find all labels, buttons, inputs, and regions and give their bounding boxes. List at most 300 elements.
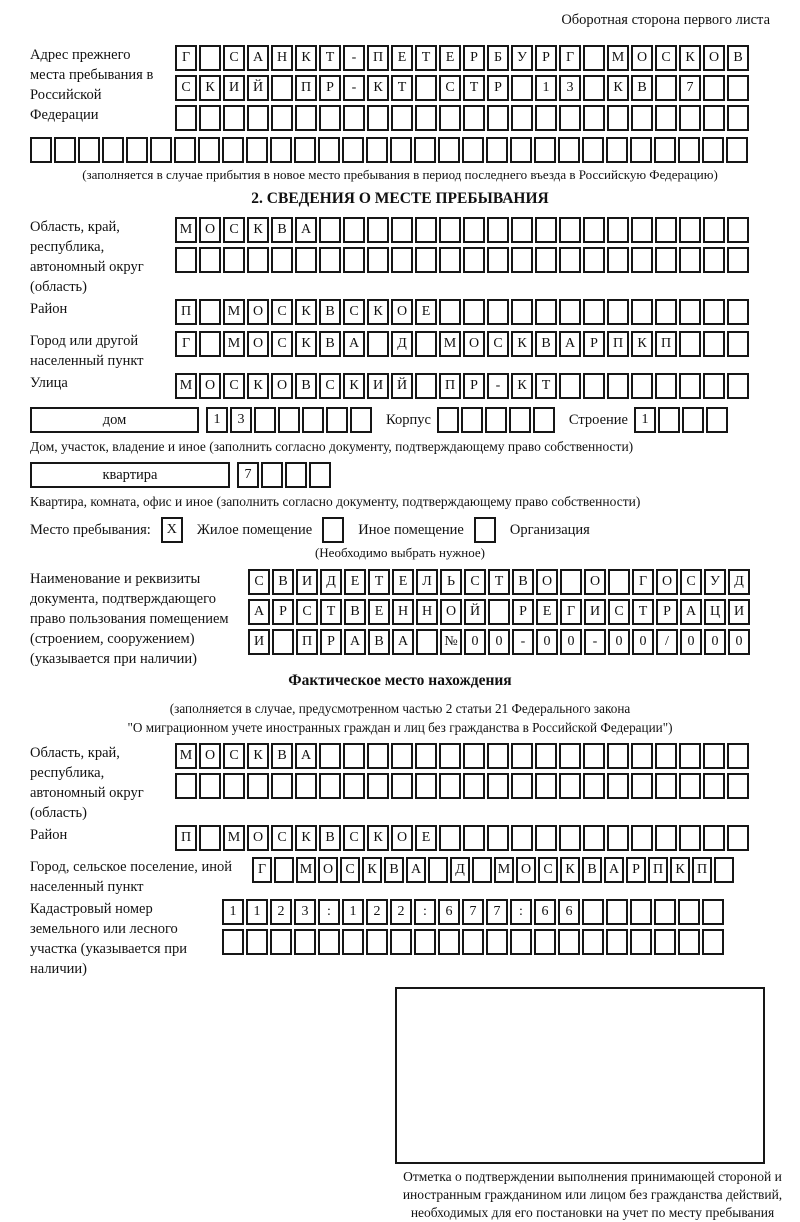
char-cell[interactable] bbox=[102, 137, 124, 163]
char-cell[interactable]: Н bbox=[271, 45, 293, 71]
char-cell[interactable]: С bbox=[343, 825, 365, 851]
char-cell[interactable] bbox=[367, 247, 389, 273]
char-cell[interactable] bbox=[199, 105, 221, 131]
char-cell[interactable] bbox=[678, 929, 700, 955]
char-cell[interactable]: 0 bbox=[488, 629, 510, 655]
char-cell[interactable] bbox=[415, 217, 437, 243]
char-cell[interactable] bbox=[607, 299, 629, 325]
char-cell[interactable] bbox=[278, 407, 300, 433]
char-cell[interactable] bbox=[463, 105, 485, 131]
char-cell[interactable]: К bbox=[343, 373, 365, 399]
char-cell[interactable] bbox=[608, 569, 630, 595]
char-cell[interactable] bbox=[343, 247, 365, 273]
char-cell[interactable]: В bbox=[512, 569, 534, 595]
char-cell[interactable] bbox=[367, 743, 389, 769]
char-cell[interactable] bbox=[54, 137, 76, 163]
char-cell[interactable] bbox=[439, 825, 461, 851]
char-cell[interactable] bbox=[272, 629, 294, 655]
char-cell[interactable] bbox=[222, 137, 244, 163]
char-cell[interactable]: 0 bbox=[704, 629, 726, 655]
char-cell[interactable]: М bbox=[223, 825, 245, 851]
char-cell[interactable] bbox=[415, 331, 437, 357]
char-cell[interactable] bbox=[488, 599, 510, 625]
char-cell[interactable]: С bbox=[271, 331, 293, 357]
char-cell[interactable] bbox=[727, 773, 749, 799]
char-cell[interactable]: Г bbox=[560, 599, 582, 625]
char-cell[interactable]: П bbox=[692, 857, 712, 883]
char-cell[interactable] bbox=[727, 75, 749, 101]
char-cell[interactable]: С bbox=[319, 373, 341, 399]
char-cell[interactable] bbox=[416, 629, 438, 655]
char-cell[interactable]: С bbox=[340, 857, 360, 883]
char-cell[interactable] bbox=[607, 825, 629, 851]
char-cell[interactable] bbox=[271, 773, 293, 799]
char-cell[interactable]: С bbox=[223, 373, 245, 399]
char-cell[interactable] bbox=[367, 217, 389, 243]
char-cell[interactable]: В bbox=[368, 629, 390, 655]
char-cell[interactable] bbox=[271, 105, 293, 131]
char-cell[interactable] bbox=[414, 929, 436, 955]
char-cell[interactable] bbox=[583, 247, 605, 273]
char-cell[interactable]: В bbox=[727, 45, 749, 71]
char-cell[interactable] bbox=[559, 247, 581, 273]
char-cell[interactable] bbox=[486, 929, 508, 955]
char-cell[interactable]: - bbox=[487, 373, 509, 399]
char-cell[interactable]: 2 bbox=[390, 899, 412, 925]
char-cell[interactable] bbox=[727, 743, 749, 769]
char-cell[interactable]: Л bbox=[416, 569, 438, 595]
char-cell[interactable] bbox=[631, 773, 653, 799]
char-cell[interactable] bbox=[679, 217, 701, 243]
char-cell[interactable] bbox=[727, 825, 749, 851]
char-cell[interactable]: Р bbox=[320, 629, 342, 655]
char-cell[interactable] bbox=[703, 217, 725, 243]
char-cell[interactable]: А bbox=[392, 629, 414, 655]
char-cell[interactable]: : bbox=[318, 899, 340, 925]
char-cell[interactable]: : bbox=[510, 899, 532, 925]
char-cell[interactable] bbox=[415, 773, 437, 799]
char-cell[interactable] bbox=[655, 105, 677, 131]
char-cell[interactable]: Т bbox=[368, 569, 390, 595]
char-cell[interactable]: О bbox=[247, 299, 269, 325]
char-cell[interactable] bbox=[607, 373, 629, 399]
char-cell[interactable]: 7 bbox=[486, 899, 508, 925]
char-cell[interactable] bbox=[607, 247, 629, 273]
char-cell[interactable] bbox=[583, 773, 605, 799]
char-cell[interactable]: Е bbox=[415, 299, 437, 325]
char-cell[interactable] bbox=[319, 247, 341, 273]
char-cell[interactable]: Г bbox=[632, 569, 654, 595]
char-cell[interactable] bbox=[199, 45, 221, 71]
char-cell[interactable] bbox=[535, 105, 557, 131]
char-cell[interactable] bbox=[439, 247, 461, 273]
char-cell[interactable] bbox=[726, 137, 748, 163]
char-cell[interactable]: Р bbox=[626, 857, 646, 883]
char-cell[interactable] bbox=[343, 217, 365, 243]
char-cell[interactable] bbox=[318, 929, 340, 955]
char-cell[interactable] bbox=[559, 825, 581, 851]
char-cell[interactable]: А bbox=[680, 599, 702, 625]
char-cell[interactable]: А bbox=[343, 331, 365, 357]
char-cell[interactable] bbox=[415, 75, 437, 101]
char-cell[interactable]: С bbox=[608, 599, 630, 625]
char-cell[interactable]: 0 bbox=[536, 629, 558, 655]
char-cell[interactable] bbox=[631, 217, 653, 243]
char-cell[interactable] bbox=[702, 899, 724, 925]
char-cell[interactable]: В bbox=[582, 857, 602, 883]
char-cell[interactable] bbox=[391, 247, 413, 273]
char-cell[interactable] bbox=[679, 331, 701, 357]
char-cell[interactable] bbox=[366, 137, 388, 163]
char-cell[interactable] bbox=[535, 299, 557, 325]
char-cell[interactable]: 7 bbox=[679, 75, 701, 101]
char-cell[interactable] bbox=[678, 137, 700, 163]
char-cell[interactable] bbox=[727, 299, 749, 325]
char-cell[interactable] bbox=[438, 929, 460, 955]
char-cell[interactable]: Е bbox=[415, 825, 437, 851]
char-cell[interactable] bbox=[559, 105, 581, 131]
char-cell[interactable]: О bbox=[463, 331, 485, 357]
char-cell[interactable] bbox=[706, 407, 728, 433]
char-cell[interactable]: А bbox=[247, 45, 269, 71]
char-cell[interactable]: М bbox=[223, 299, 245, 325]
char-cell[interactable]: К bbox=[560, 857, 580, 883]
char-cell[interactable]: Т bbox=[632, 599, 654, 625]
char-cell[interactable]: П bbox=[295, 75, 317, 101]
char-cell[interactable]: Д bbox=[320, 569, 342, 595]
char-cell[interactable] bbox=[606, 929, 628, 955]
char-cell[interactable] bbox=[487, 247, 509, 273]
char-cell[interactable] bbox=[487, 743, 509, 769]
char-cell[interactable] bbox=[654, 137, 676, 163]
char-cell[interactable]: А bbox=[559, 331, 581, 357]
char-cell[interactable] bbox=[463, 825, 485, 851]
char-cell[interactable] bbox=[487, 299, 509, 325]
char-cell[interactable] bbox=[607, 773, 629, 799]
char-cell[interactable] bbox=[366, 929, 388, 955]
char-cell[interactable]: К bbox=[631, 331, 653, 357]
char-cell[interactable] bbox=[415, 373, 437, 399]
char-cell[interactable]: 1 bbox=[634, 407, 656, 433]
char-cell[interactable]: В bbox=[535, 331, 557, 357]
char-cell[interactable] bbox=[510, 929, 532, 955]
char-cell[interactable] bbox=[318, 137, 340, 163]
char-cell[interactable] bbox=[727, 217, 749, 243]
char-cell[interactable]: К bbox=[679, 45, 701, 71]
char-cell[interactable]: - bbox=[512, 629, 534, 655]
char-cell[interactable] bbox=[391, 773, 413, 799]
char-cell[interactable]: О bbox=[631, 45, 653, 71]
char-cell[interactable]: В bbox=[271, 743, 293, 769]
char-cell[interactable] bbox=[682, 407, 704, 433]
char-cell[interactable] bbox=[439, 773, 461, 799]
char-cell[interactable] bbox=[343, 105, 365, 131]
char-cell[interactable]: Т bbox=[535, 373, 557, 399]
char-cell[interactable]: О bbox=[536, 569, 558, 595]
char-cell[interactable] bbox=[511, 75, 533, 101]
char-cell[interactable] bbox=[630, 899, 652, 925]
char-cell[interactable] bbox=[247, 773, 269, 799]
char-cell[interactable] bbox=[199, 247, 221, 273]
char-cell[interactable] bbox=[727, 373, 749, 399]
char-cell[interactable]: М bbox=[439, 331, 461, 357]
char-cell[interactable]: 2 bbox=[366, 899, 388, 925]
char-cell[interactable] bbox=[271, 75, 293, 101]
char-cell[interactable] bbox=[583, 373, 605, 399]
char-cell[interactable] bbox=[199, 299, 221, 325]
char-cell[interactable] bbox=[150, 137, 172, 163]
char-cell[interactable]: - bbox=[584, 629, 606, 655]
char-cell[interactable] bbox=[654, 929, 676, 955]
char-cell[interactable]: Е bbox=[536, 599, 558, 625]
char-cell[interactable] bbox=[326, 407, 348, 433]
char-cell[interactable]: Р bbox=[512, 599, 534, 625]
char-cell[interactable]: Г bbox=[252, 857, 272, 883]
char-cell[interactable] bbox=[714, 857, 734, 883]
char-cell[interactable]: К bbox=[199, 75, 221, 101]
char-cell[interactable] bbox=[319, 773, 341, 799]
char-cell[interactable] bbox=[679, 373, 701, 399]
char-cell[interactable]: Г bbox=[559, 45, 581, 71]
char-cell[interactable]: П bbox=[655, 331, 677, 357]
char-cell[interactable] bbox=[535, 217, 557, 243]
char-cell[interactable] bbox=[246, 929, 268, 955]
char-cell[interactable] bbox=[342, 137, 364, 163]
char-cell[interactable] bbox=[295, 105, 317, 131]
char-cell[interactable]: В bbox=[295, 373, 317, 399]
char-cell[interactable]: И bbox=[367, 373, 389, 399]
char-cell[interactable] bbox=[463, 743, 485, 769]
char-cell[interactable] bbox=[559, 217, 581, 243]
char-cell[interactable]: А bbox=[295, 743, 317, 769]
char-cell[interactable]: 6 bbox=[534, 899, 556, 925]
char-cell[interactable] bbox=[631, 743, 653, 769]
char-cell[interactable]: Н bbox=[392, 599, 414, 625]
char-cell[interactable] bbox=[511, 743, 533, 769]
char-cell[interactable] bbox=[343, 743, 365, 769]
char-cell[interactable] bbox=[463, 299, 485, 325]
char-cell[interactable] bbox=[703, 105, 725, 131]
char-cell[interactable]: А bbox=[248, 599, 270, 625]
char-cell[interactable]: В bbox=[319, 299, 341, 325]
char-cell[interactable] bbox=[583, 217, 605, 243]
char-cell[interactable]: О bbox=[199, 217, 221, 243]
char-cell[interactable] bbox=[461, 407, 483, 433]
char-cell[interactable]: М bbox=[607, 45, 629, 71]
char-cell[interactable]: О bbox=[199, 743, 221, 769]
char-cell[interactable]: Г bbox=[175, 45, 197, 71]
char-cell[interactable]: В bbox=[271, 217, 293, 243]
char-cell[interactable]: С bbox=[271, 299, 293, 325]
char-cell[interactable]: К bbox=[295, 45, 317, 71]
char-cell[interactable] bbox=[428, 857, 448, 883]
char-cell[interactable]: 7 bbox=[237, 462, 259, 488]
char-cell[interactable]: 0 bbox=[560, 629, 582, 655]
char-cell[interactable]: 2 bbox=[270, 899, 292, 925]
char-cell[interactable] bbox=[271, 247, 293, 273]
char-cell[interactable]: П bbox=[439, 373, 461, 399]
checkbox-other-premises[interactable] bbox=[322, 517, 344, 543]
char-cell[interactable] bbox=[295, 247, 317, 273]
char-cell[interactable]: Е bbox=[439, 45, 461, 71]
char-cell[interactable] bbox=[294, 137, 316, 163]
char-cell[interactable] bbox=[487, 773, 509, 799]
char-cell[interactable] bbox=[702, 929, 724, 955]
char-cell[interactable] bbox=[390, 929, 412, 955]
char-cell[interactable]: Й bbox=[247, 75, 269, 101]
char-cell[interactable] bbox=[559, 373, 581, 399]
char-cell[interactable]: П bbox=[607, 331, 629, 357]
char-cell[interactable] bbox=[274, 857, 294, 883]
char-cell[interactable]: К bbox=[247, 373, 269, 399]
char-cell[interactable]: К bbox=[295, 825, 317, 851]
char-cell[interactable] bbox=[582, 137, 604, 163]
char-cell[interactable]: И bbox=[248, 629, 270, 655]
char-cell[interactable] bbox=[535, 773, 557, 799]
char-cell[interactable] bbox=[607, 217, 629, 243]
char-cell[interactable] bbox=[679, 773, 701, 799]
char-cell[interactable]: Р bbox=[583, 331, 605, 357]
char-cell[interactable] bbox=[559, 773, 581, 799]
char-cell[interactable] bbox=[437, 407, 459, 433]
char-cell[interactable]: Т bbox=[391, 75, 413, 101]
char-cell[interactable] bbox=[223, 247, 245, 273]
char-cell[interactable]: И bbox=[296, 569, 318, 595]
char-cell[interactable]: П bbox=[648, 857, 668, 883]
char-cell[interactable]: С bbox=[343, 299, 365, 325]
char-cell[interactable]: 0 bbox=[608, 629, 630, 655]
char-cell[interactable] bbox=[285, 462, 307, 488]
char-cell[interactable] bbox=[511, 247, 533, 273]
char-cell[interactable] bbox=[391, 217, 413, 243]
char-cell[interactable] bbox=[703, 299, 725, 325]
char-cell[interactable] bbox=[319, 105, 341, 131]
char-cell[interactable] bbox=[439, 105, 461, 131]
char-cell[interactable] bbox=[511, 217, 533, 243]
char-cell[interactable]: С bbox=[487, 331, 509, 357]
char-cell[interactable]: М bbox=[175, 217, 197, 243]
char-cell[interactable]: 1 bbox=[535, 75, 557, 101]
char-cell[interactable] bbox=[534, 929, 556, 955]
char-cell[interactable] bbox=[655, 373, 677, 399]
char-cell[interactable]: Й bbox=[464, 599, 486, 625]
char-cell[interactable] bbox=[679, 247, 701, 273]
char-cell[interactable] bbox=[583, 105, 605, 131]
char-cell[interactable] bbox=[295, 773, 317, 799]
char-cell[interactable] bbox=[679, 299, 701, 325]
char-cell[interactable] bbox=[439, 743, 461, 769]
char-cell[interactable]: / bbox=[656, 629, 678, 655]
char-cell[interactable] bbox=[607, 743, 629, 769]
char-cell[interactable] bbox=[678, 899, 700, 925]
char-cell[interactable]: Д bbox=[450, 857, 470, 883]
char-cell[interactable] bbox=[247, 105, 269, 131]
char-cell[interactable] bbox=[583, 743, 605, 769]
char-cell[interactable]: Р bbox=[487, 75, 509, 101]
char-cell[interactable]: О bbox=[391, 299, 413, 325]
char-cell[interactable] bbox=[126, 137, 148, 163]
char-cell[interactable]: - bbox=[343, 75, 365, 101]
char-cell[interactable]: И bbox=[223, 75, 245, 101]
char-cell[interactable]: 3 bbox=[294, 899, 316, 925]
char-cell[interactable] bbox=[511, 825, 533, 851]
char-cell[interactable] bbox=[350, 407, 372, 433]
char-cell[interactable]: Т bbox=[488, 569, 510, 595]
char-cell[interactable] bbox=[270, 137, 292, 163]
char-cell[interactable] bbox=[342, 929, 364, 955]
char-cell[interactable]: В bbox=[319, 825, 341, 851]
char-cell[interactable]: П bbox=[175, 825, 197, 851]
char-cell[interactable] bbox=[438, 137, 460, 163]
char-cell[interactable] bbox=[391, 743, 413, 769]
char-cell[interactable]: О bbox=[440, 599, 462, 625]
char-cell[interactable]: С bbox=[296, 599, 318, 625]
char-cell[interactable] bbox=[655, 773, 677, 799]
char-cell[interactable] bbox=[511, 299, 533, 325]
char-cell[interactable]: 3 bbox=[559, 75, 581, 101]
char-cell[interactable]: К bbox=[367, 75, 389, 101]
char-cell[interactable]: С bbox=[655, 45, 677, 71]
char-cell[interactable]: К bbox=[247, 217, 269, 243]
char-cell[interactable] bbox=[511, 773, 533, 799]
char-cell[interactable]: К bbox=[670, 857, 690, 883]
char-cell[interactable] bbox=[270, 929, 292, 955]
char-cell[interactable] bbox=[199, 825, 221, 851]
char-cell[interactable] bbox=[535, 743, 557, 769]
char-cell[interactable]: С bbox=[538, 857, 558, 883]
char-cell[interactable]: К bbox=[367, 825, 389, 851]
char-cell[interactable]: С bbox=[223, 45, 245, 71]
char-cell[interactable] bbox=[223, 773, 245, 799]
checkbox-organization[interactable] bbox=[474, 517, 496, 543]
char-cell[interactable]: Е bbox=[344, 569, 366, 595]
char-cell[interactable] bbox=[583, 299, 605, 325]
char-cell[interactable] bbox=[534, 137, 556, 163]
char-cell[interactable]: 1 bbox=[222, 899, 244, 925]
char-cell[interactable] bbox=[439, 217, 461, 243]
char-cell[interactable] bbox=[247, 247, 269, 273]
char-cell[interactable]: С bbox=[175, 75, 197, 101]
char-cell[interactable]: Б bbox=[487, 45, 509, 71]
char-cell[interactable] bbox=[655, 825, 677, 851]
char-cell[interactable] bbox=[198, 137, 220, 163]
char-cell[interactable]: С bbox=[439, 75, 461, 101]
char-cell[interactable]: Т bbox=[320, 599, 342, 625]
char-cell[interactable]: В bbox=[384, 857, 404, 883]
char-cell[interactable]: Т bbox=[319, 45, 341, 71]
char-cell[interactable] bbox=[679, 105, 701, 131]
char-cell[interactable]: О bbox=[199, 373, 221, 399]
char-cell[interactable]: Й bbox=[391, 373, 413, 399]
char-cell[interactable] bbox=[414, 137, 436, 163]
char-cell[interactable]: О bbox=[247, 825, 269, 851]
char-cell[interactable]: А bbox=[406, 857, 426, 883]
char-cell[interactable] bbox=[703, 247, 725, 273]
char-cell[interactable]: С bbox=[464, 569, 486, 595]
char-cell[interactable]: О bbox=[516, 857, 536, 883]
char-cell[interactable] bbox=[606, 137, 628, 163]
char-cell[interactable] bbox=[415, 105, 437, 131]
char-cell[interactable] bbox=[294, 929, 316, 955]
char-cell[interactable] bbox=[631, 373, 653, 399]
char-cell[interactable] bbox=[222, 929, 244, 955]
char-cell[interactable] bbox=[175, 105, 197, 131]
char-cell[interactable]: К bbox=[511, 373, 533, 399]
char-cell[interactable]: 0 bbox=[632, 629, 654, 655]
char-cell[interactable] bbox=[560, 569, 582, 595]
char-cell[interactable]: : bbox=[414, 899, 436, 925]
char-cell[interactable] bbox=[679, 825, 701, 851]
